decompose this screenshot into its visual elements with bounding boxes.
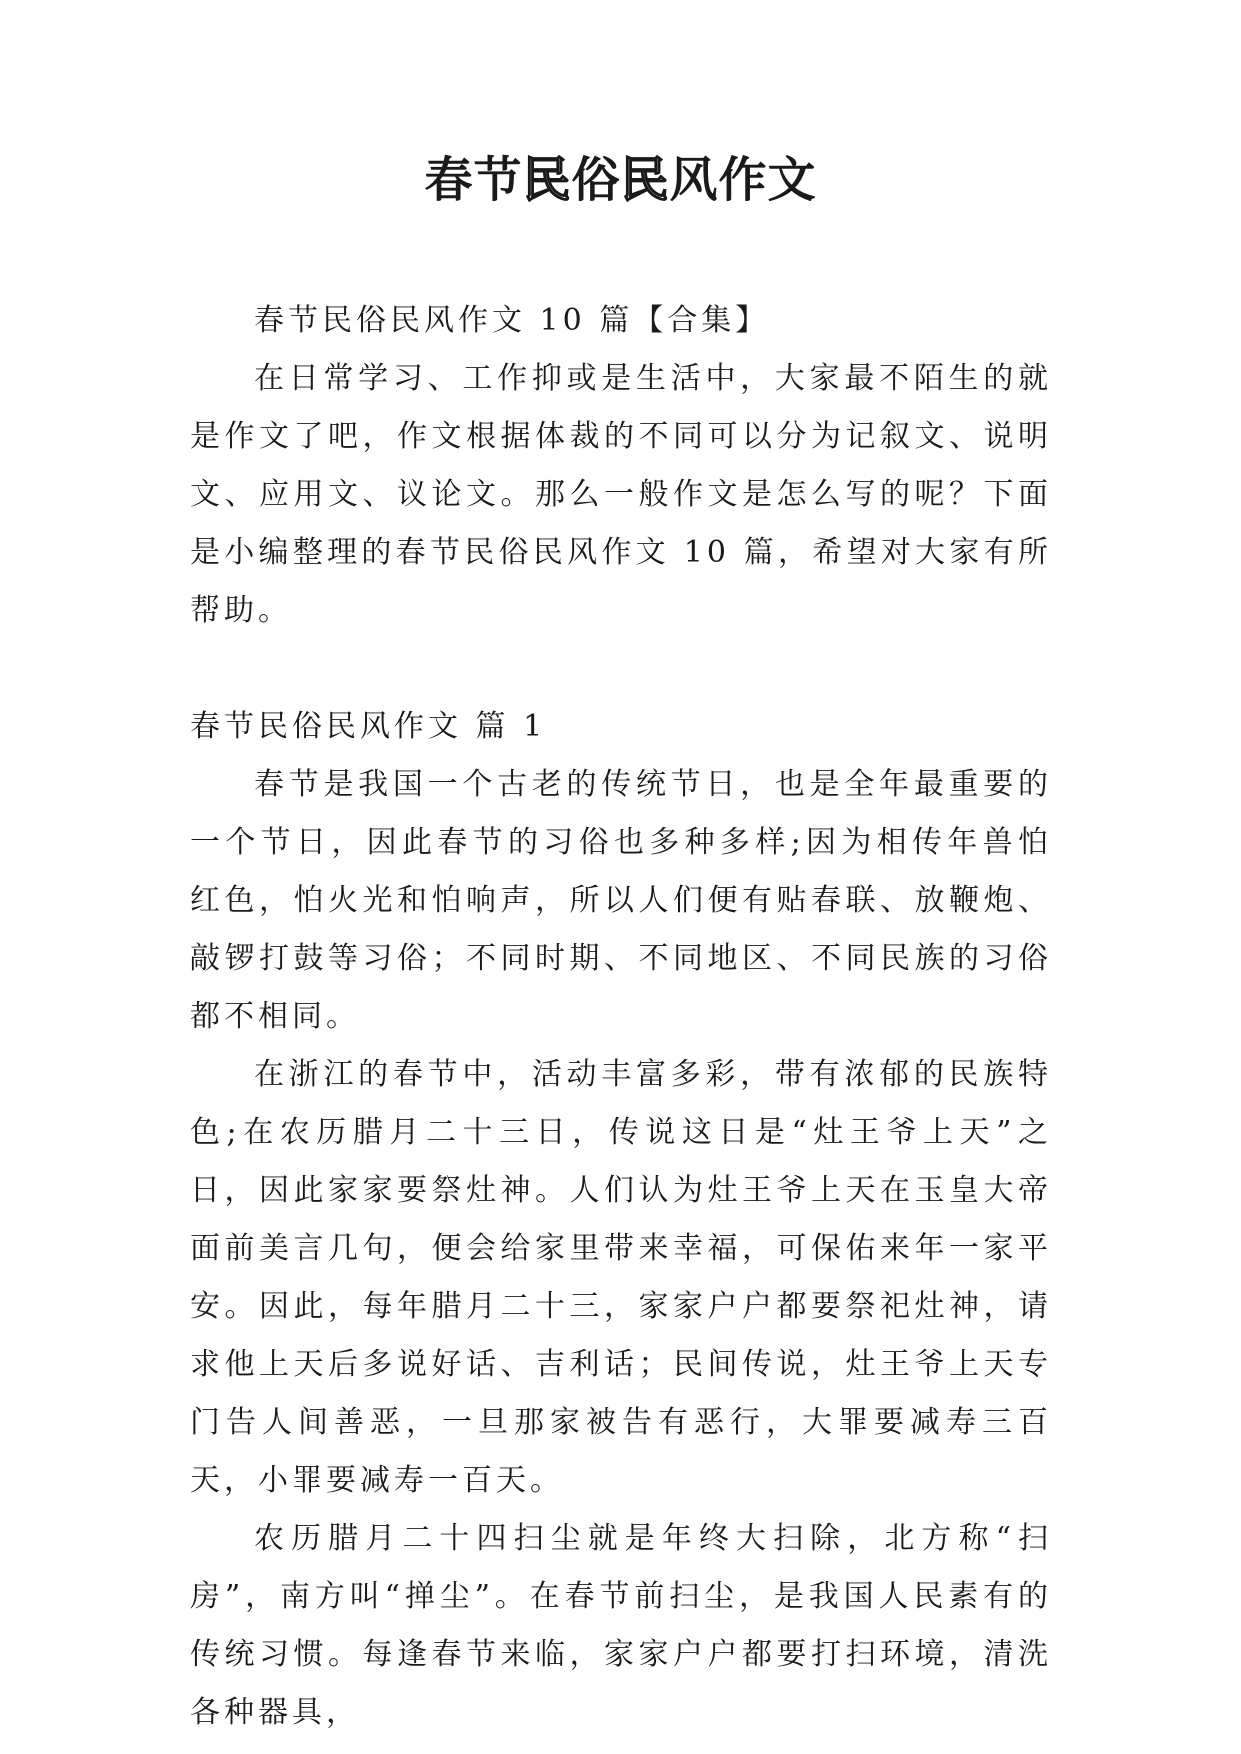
title-part-1: 春节 bbox=[424, 152, 523, 208]
section-heading: 春节民俗民风作文 篇 1 bbox=[190, 709, 547, 744]
title-part-3: 风作文 bbox=[669, 152, 817, 208]
body-paragraph-1: 春节是我国一个古老的传统节日，也是全年最重要的一个节日，因此春节的习俗也多种多样;因为相传年兽怕红色，怕火光和怕响声，所以人们便有贴春联、放鞭炮、敲锣打鼓等习俗；不同时期、不同地区、不同民族的习俗都不相同。 bbox=[190, 767, 1052, 1034]
intro-paragraph: 在日常学习、工作抑或是生活中，大家最不陌生的就是作文了吧，作文根据体裁的不同可以分为记叙文、说明文、应用文、议论文。那么一般作文是怎么写的呢？下面是小编整理的春节民俗民风作文 10 篇，希望对大家有所帮助。 bbox=[190, 361, 1052, 628]
document-body bbox=[190, 292, 1052, 1742]
body-paragraph-3: 农历腊月二十四扫尘就是年终大扫除，北方称“扫房”，南方叫“掸尘”。在春节前扫尘，是我国人民素有的传统习惯。每逢春节来临，家家户户都要打扫环境，清洗各种器具， bbox=[190, 1521, 1052, 1730]
title-part-2: 俗 bbox=[571, 152, 621, 208]
section-spacer bbox=[190, 640, 1052, 698]
title-part-outlined-1: 民 bbox=[522, 152, 572, 208]
body-paragraph-2: 在浙江的春节中，活动丰富多彩，带有浓郁的民族特色;在农历腊月二十三日，传说这日是“灶王爷上天”之日，因此家家要祭灶神。人们认为灶王爷上天在玉皇大帝面前美言几句，便会给家里带来幸福，可保佑来年一家平安。因此，每年腊月二十三，家家户户都要祭祀灶神，请求他上天后多说好话、吉利话；民间传说，灶王爷上天专门告人间善恶，一旦那家被告有恶行，大罪要减寿三百天，小罪要减寿一百天。 bbox=[190, 1057, 1052, 1498]
title-part-outlined-2: 民 bbox=[620, 152, 670, 208]
collection-subtitle: 春节民俗民风作文 10 篇【合集】 bbox=[254, 303, 770, 338]
document-title bbox=[0, 152, 1241, 208]
